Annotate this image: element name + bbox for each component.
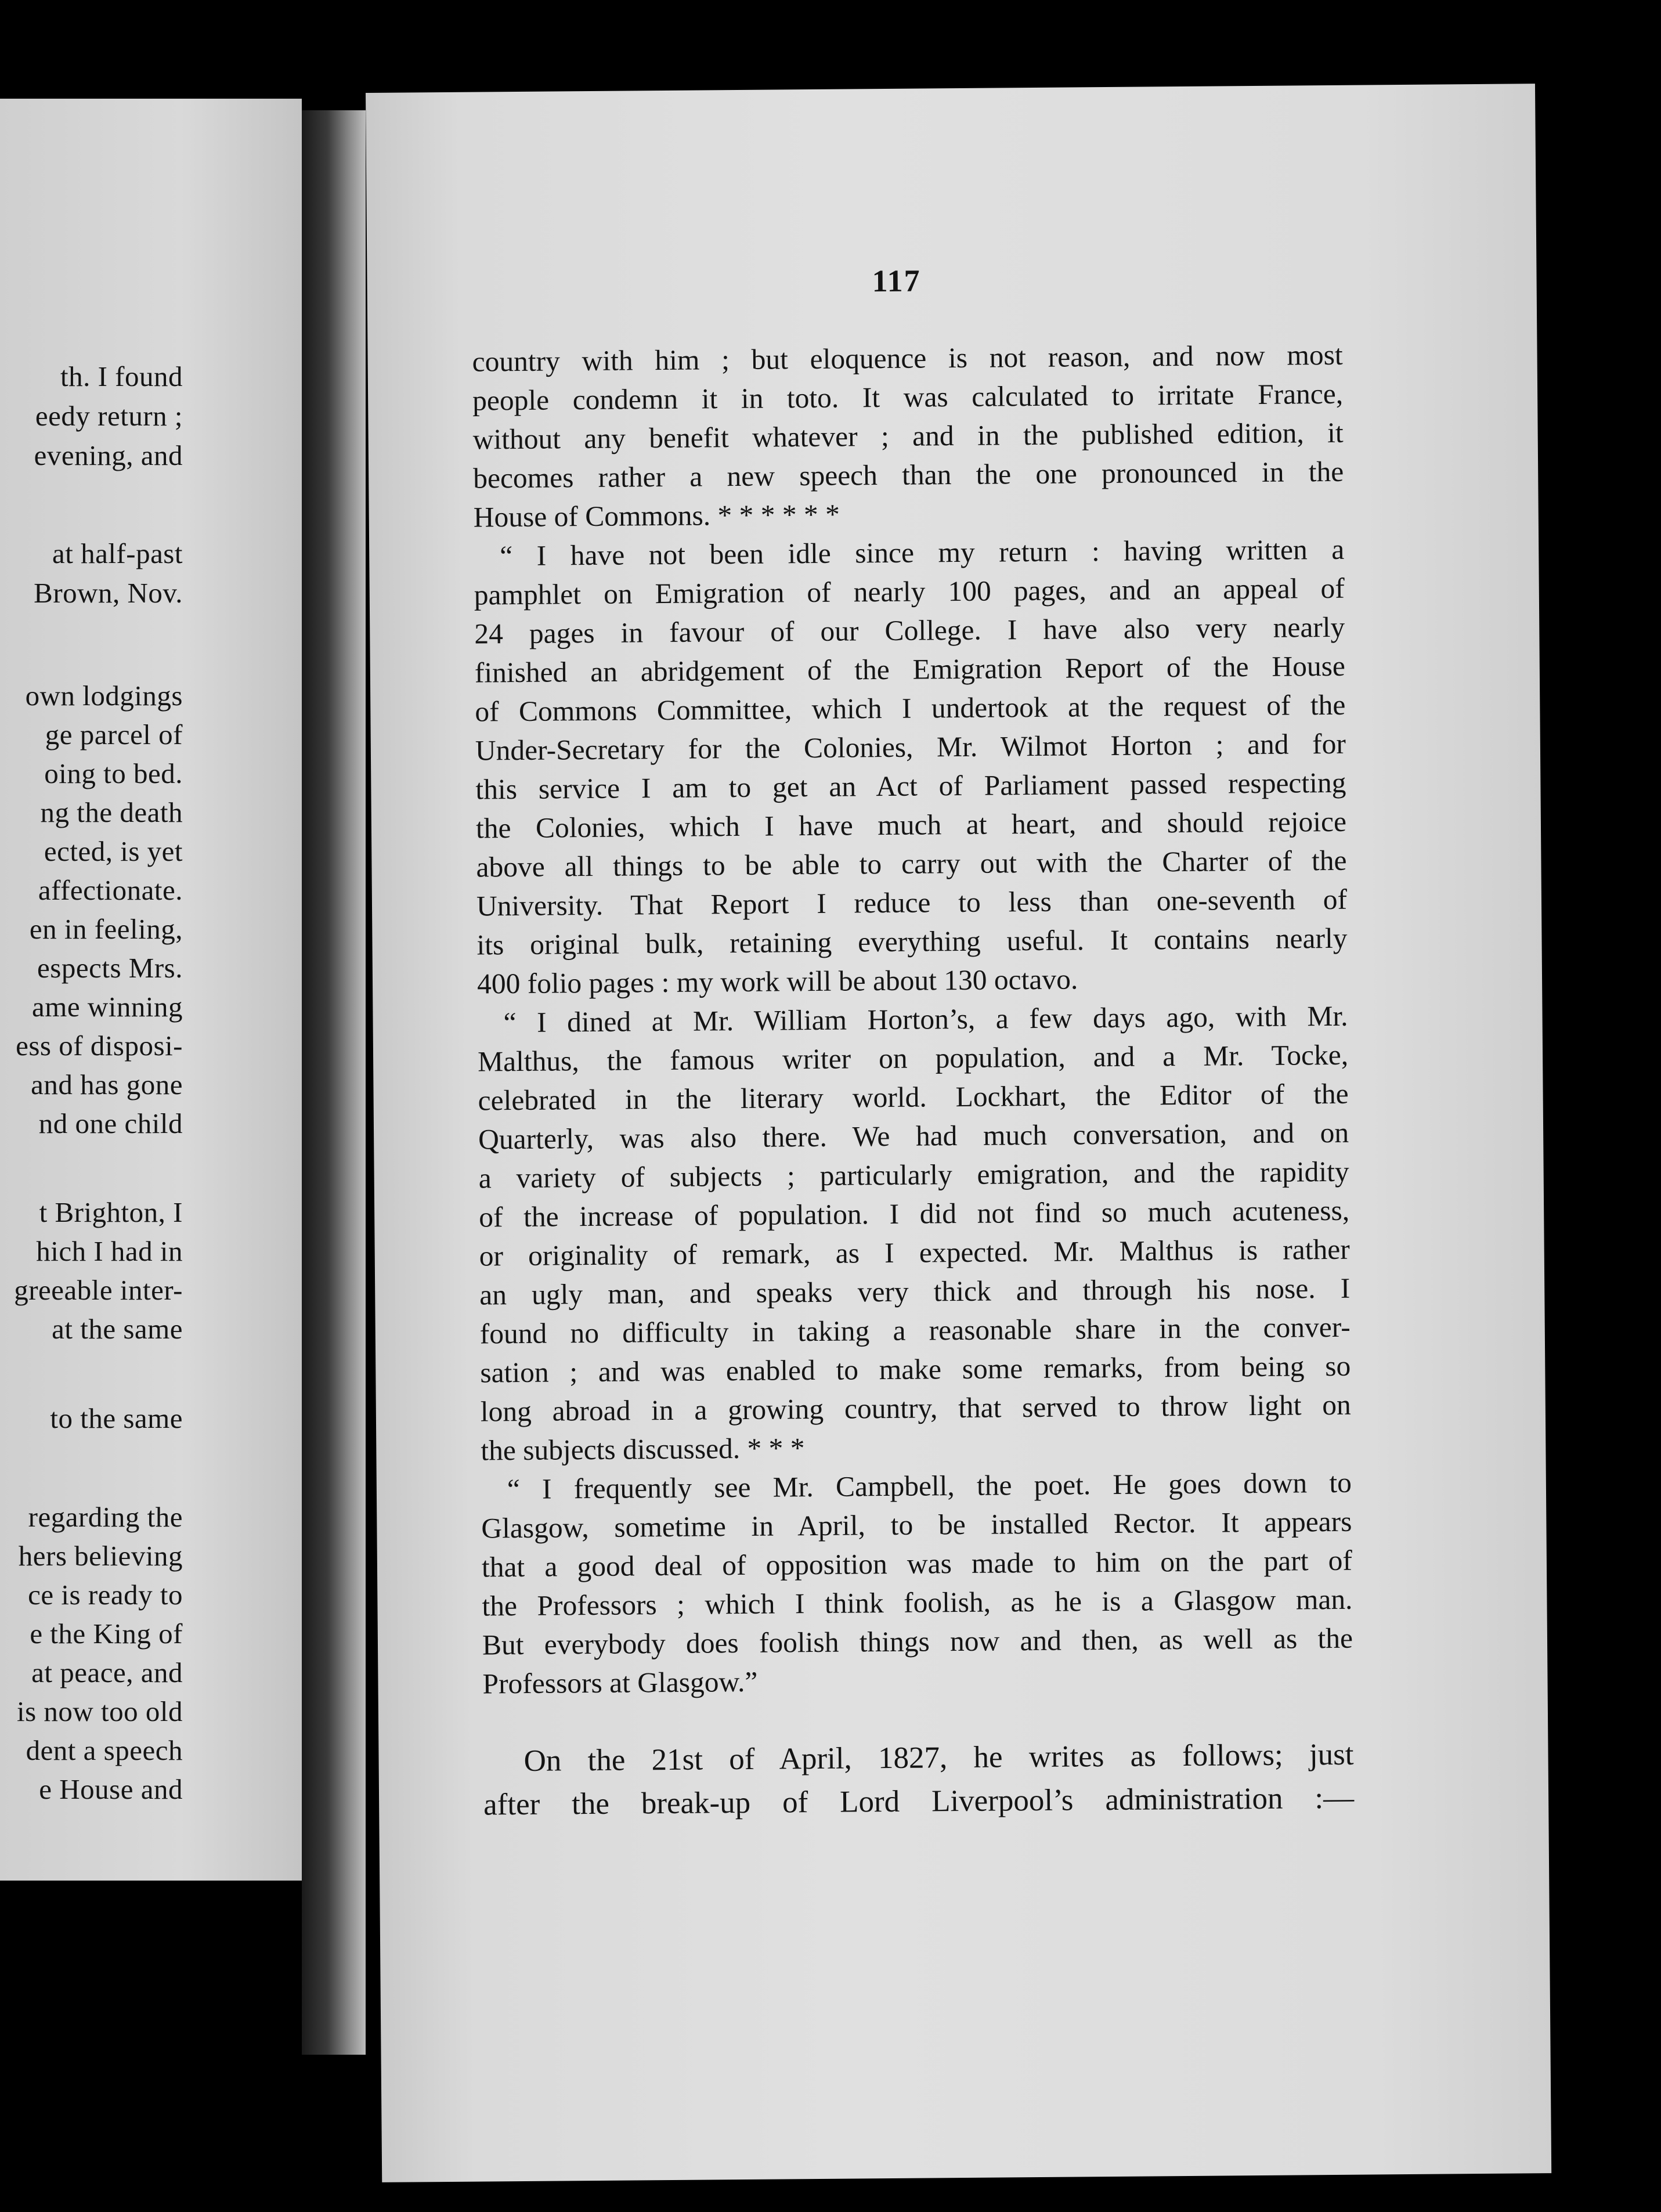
text-line: celebrated in the literary world. Lockhart, the Editor of the	[478, 1077, 1349, 1117]
left-line: t Brighton, I	[39, 1196, 183, 1228]
text-line: University. That Report I reduce to less than one-seventh of	[476, 883, 1348, 922]
text-line: Under-Secretary for the Colonies, Mr. Wilmot Horton ; and for	[475, 727, 1346, 767]
text-line: Malthus, the famous writer on population, and a Mr. Tocke,	[477, 1038, 1349, 1078]
text-line: 400 folio pages : my work will be about 130 octavo.	[476, 963, 1078, 1000]
text-line: or originality of remark, as I expected. Mr. Malthus is rather	[479, 1233, 1350, 1272]
text-line: Glasgow, sometime in April, to be installed Rector. It appears	[481, 1505, 1352, 1545]
left-line: Brown, Nov.	[34, 577, 183, 609]
text-line: this service I am to get an Act of Parliament passed respecting	[475, 766, 1346, 806]
text-line: country with him ; but eloquence is not reason, and now most	[472, 338, 1343, 378]
left-line: ess of disposi-	[16, 1030, 183, 1062]
text-line: of the increase of population. I did not find so much acuteness,	[479, 1194, 1350, 1233]
text-line: an ugly man, and speaks very thick and through his nose. I	[479, 1272, 1351, 1311]
text-line: its original bulk, retaining everything useful. It contains nearly	[476, 922, 1348, 961]
left-line: evening, and	[34, 439, 183, 471]
text-line: Professors at Glasgow.”	[482, 1665, 758, 1700]
text-line: that a good deal of opposition was made to him on the part of	[481, 1544, 1353, 1583]
text-line: the Colonies, which I have much at heart, and should rejoice	[475, 805, 1347, 845]
left-line: hich I had in	[36, 1235, 183, 1267]
left-line: and has gone	[31, 1069, 183, 1100]
text-line: “ I have not been idle since my return : having written a	[500, 533, 1345, 572]
left-line: e the King of	[30, 1618, 183, 1650]
left-line: espects Mrs.	[37, 952, 183, 984]
text-line: the subjects discussed. * * *	[481, 1432, 805, 1467]
text-line: House of Commons. * * * * * *	[473, 498, 840, 533]
left-line: greeable inter-	[14, 1274, 183, 1306]
left-line: ce is ready to	[28, 1579, 183, 1611]
left-line: regarding the	[28, 1501, 183, 1533]
text-line: On the 21st of April, 1827, he writes as follows; just	[523, 1737, 1354, 1778]
left-line: ng the death	[40, 796, 183, 828]
left-line: is now too old	[16, 1695, 183, 1727]
left-line: ected, is yet	[44, 835, 183, 867]
text-line: above all things to be able to carry out with the Charter of the	[476, 844, 1347, 883]
left-facing-page	[0, 99, 302, 1881]
left-line: ge parcel of	[45, 719, 183, 750]
left-line: en in feeling,	[29, 913, 183, 945]
text-line: a variety of subjects ; particularly emigration, and the rapidity	[478, 1155, 1349, 1195]
left-line: eedy return ;	[35, 400, 183, 432]
text-line: finished an abridgement of the Emigration Report of the House	[474, 649, 1346, 689]
left-line: at peace, and	[31, 1657, 183, 1688]
text-line: of Commons Committee, which I undertook at the request of the	[475, 688, 1346, 728]
text-line: 24 pages in favour of our College. I have also very nearly	[474, 611, 1345, 650]
text-line: without any benefit whatever ; and in the published edition, it	[472, 416, 1344, 456]
text-line: long abroad in a growing country, that served to throw light on	[480, 1388, 1352, 1428]
left-line: nd one child	[38, 1107, 183, 1139]
left-line: to the same	[50, 1402, 183, 1434]
text-line: becomes rather a new speech than the one pronounced in the	[473, 455, 1344, 495]
text-line: pamphlet on Emigration of nearly 100 pages, and an appeal of	[474, 572, 1345, 611]
right-page	[366, 84, 1551, 2182]
left-line: th. I found	[60, 360, 183, 392]
text-line: But everybody does foolish things now and then, as well as the	[482, 1622, 1353, 1661]
text-line: the Professors ; which I think foolish, as he is a Glasgow man.	[482, 1583, 1353, 1622]
text-line: “ I dined at Mr. William Horton’s, a few days ago, with Mr.	[503, 999, 1348, 1039]
left-line: e House and	[39, 1773, 183, 1805]
left-line: dent a speech	[26, 1734, 183, 1766]
text-line: “ I frequently see Mr. Campbell, the poet. He goes down to	[507, 1466, 1352, 1506]
left-line: oing to bed.	[44, 757, 183, 789]
left-line: affectionate.	[38, 874, 183, 906]
text-line: people condemn it in toto. It was calculated to irritate France,	[472, 377, 1344, 417]
page-body-text	[472, 338, 1355, 1822]
left-line: ame winning	[32, 991, 183, 1023]
left-line: at the same	[52, 1313, 183, 1345]
left-line: own lodgings	[25, 680, 183, 712]
page-number: 117	[872, 263, 921, 299]
left-line: at half-past	[52, 537, 183, 569]
left-line: hers believing	[18, 1540, 183, 1572]
text-line: sation ; and was enabled to make some remarks, from being so	[480, 1349, 1351, 1389]
text-line: found no difficulty in taking a reasonable share in the conver-	[479, 1311, 1351, 1350]
book-gutter	[302, 110, 366, 2055]
text-line: Quarterly, was also there. We had much conversation, and on	[478, 1116, 1349, 1156]
text-line: after the break-up of Lord Liverpool’s administration :—	[483, 1781, 1355, 1822]
